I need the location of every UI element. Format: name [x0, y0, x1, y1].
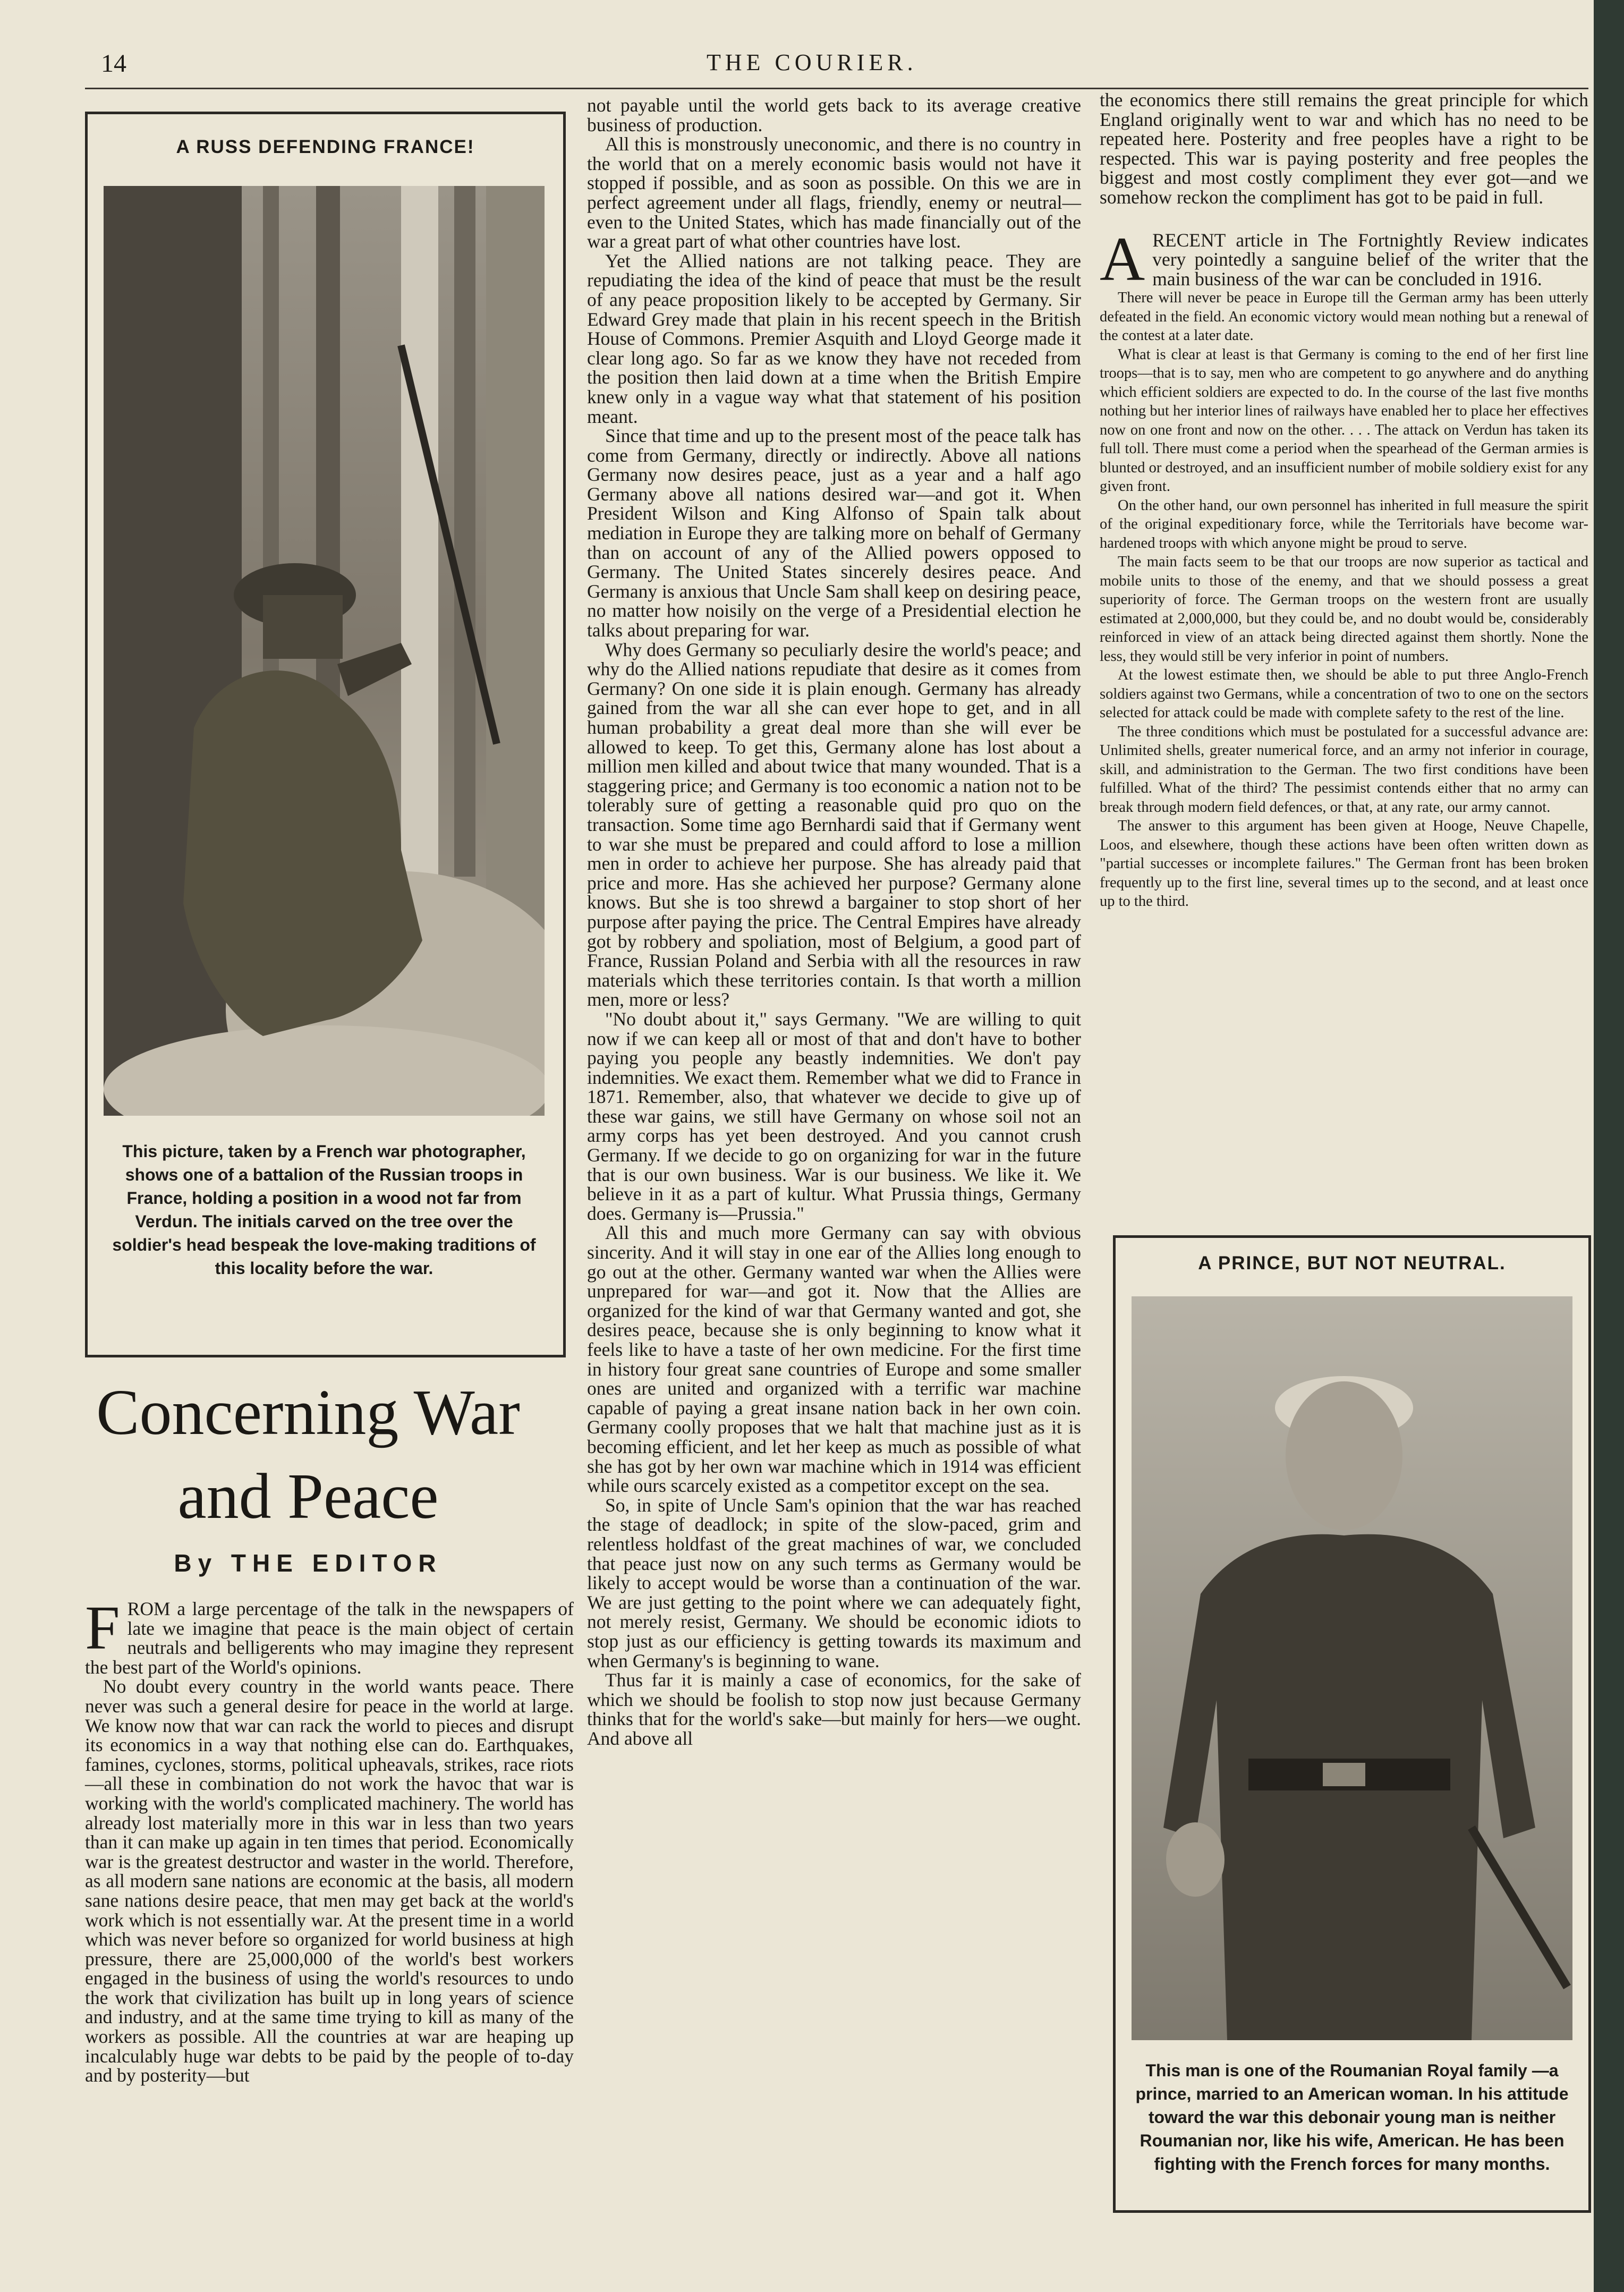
- quote-para: There will never be peace in Europe till the German army has been utterly defeated in the field. An economic victory would mean nothing but a renewal of the contest at a later date.: [1100, 290, 1588, 344]
- quote-para: The three conditions which must be postulated for a successful advance are: Unlimited shells, greater numerical force, and an army not inferior in courage, skill, and administration to the German. The two first conditions have been fulfilled. What of the third? The pessimist contends either that no army can break through modern field defences, or that, at any rate, our army cannot.: [1100, 723, 1588, 816]
- article-para: FROM a large percentage of the talk in the newspapers of late we imagine that peace is the main object of certain neutrals and belligerents who may imagine they represent the best part of the World's opinions.: [85, 1593, 574, 1678]
- article-byline: By THE EDITOR: [174, 1549, 443, 1577]
- officer-photo-svg: [1132, 1296, 1572, 2040]
- russ-photo-caption: This picture, taken by a French war photographer, shows one of a battalion of the Russian troops in France, holding a position in a wood not far from Verdun. The initials carved on the tree over the soldier's head bespeak the love-making traditions of this locality before the war.: [112, 1142, 536, 1278]
- article-para: No doubt every country in the world wants peace. There never was such a general desire for peace in the world at large. We know now that war can rack the world to pieces and disrupt its economics in a way that nothing else can do. Earthquakes, famines, cyclones, storms, political upheavals, strikes, race riots—all these in combination do not work the havoc that war is working with the world's complicated machinery. The world has already lost materially more in this war in less than two years than it can make up again in ten times that period. Economically war is the greatest destructor and waster in the world. Therefore, as all modern sane nations are economic at the basis, all modern sane nations desire peace, that men may get back at the world's work which is not essentially war. At the present time in a world which was never before so organized for world business at high pressure, there are 25,000,000 of the world's best workers engaged in the business of using the world's resources to undo the work that civilization has built up in long years of science and industry, and at the same time trying to kill as many of the workers as possible. All the countries at war are heaping up incalculably huge war debts to be paid by the people of to-day and by posterity—but: [85, 1676, 574, 2086]
- article-para: not payable until the world gets back to its average creative business of production.: [587, 95, 1081, 135]
- soldier-photo-svg: [104, 186, 545, 1116]
- soldier-photo-icon: [104, 186, 545, 1116]
- article-para: Thus far it is mainly a case of economics, for the sake of which we should be foolish to stop now just because Germany thinks that for the world's sake—but mainly for hers—we ought. And above all: [587, 1669, 1081, 1749]
- quote-para: At the lowest estimate then, we should be able to put three Anglo-French soldiers against two Germans, while a concentration of two to one on the sectors selected for attack could be made with complete safety to the rest of the line.: [1100, 667, 1588, 721]
- article-column-1: [85, 1593, 574, 2086]
- box-title: A PRINCE, BUT NOT NEUTRAL.: [1198, 1253, 1506, 1274]
- article-column-2: [587, 96, 1081, 1748]
- quote-para: On the other hand, our own personnel has inherited in full measure the spirit of the original expeditionary force, while the Territorials have become war-hardened troops with which anyone might be proud to serve.: [1100, 497, 1588, 551]
- fortnightly-intro: ARECENT article in The Fortnightly Review indicates very pointedly a sanguine belief of the writer that the main business of the war can be concluded in 1916.: [1100, 224, 1588, 294]
- article-column-3: [1100, 90, 1588, 911]
- article-para: Why does Germany so peculiarly desire the world's peace; and why do the Allied nations repudiate that desire as it comes from Germany? On one side it is plain enough. Germany has already gained from the war all she can ever hope to get, and in all human probability a great deal more than she will ever be allowed to keep. To get this, Germany alone has lost about a million men killed and about twice that many wounded. That is a staggering price; and Germany is too economic a nation not to be tolerably sure of getting a reasonable quid pro quo on the transaction. Some time ago Bernhardi said that if Germany went to war she must be prepared and could afford to lose a million men in order to achieve her purpose. She has already paid that price and more. Has she achieved her purpose? Germany alone knows. But she is too shrewd a bargainer to stop short of her purpose after paying the price. The Central Empires have already got by robbery and spoliation, most of Belgium, a good part of France, Russian Poland and Serbia with all the resources in raw materials which these territories contain. Is that worth a million men, more or less?: [587, 639, 1081, 1011]
- article-para: All this and much more Germany can say with obvious sincerity. And it will stay in one ear of the Allies long enough to go out at the other. Germany wanted war when the Allies were unprepared for war—and got it. Now that the Allies are organized for the kind of war that Germany wanted and got, she desires peace, because she is only beginning to know what it feels like to have a taste of her own medicine. For the first time in history four great sane countries of Europe and some smaller ones are united and organized with a terrific war machine capable of paying a great insane nation back in her own coin. Germany coolly proposes that we halt that machine just as it is becoming efficient, and let her keep as much as possible of what she has got by her own war machine which in 1914 was efficient while ours scarcely existed as a competitor except on the sea.: [587, 1222, 1081, 1497]
- drop-cap: F: [85, 1593, 120, 1662]
- article-para: Yet the Allied nations are not talking peace. They are repudiating the idea of the kind of peace that must be the result of any peace proposition likely to be accepted by Germany. Sir Edward Grey made that plain in his recent speech in the British House of Commons. Premier Asquith and Lloyd George made it clear long ago. So far as we know they have not receded from the position then laid down at a time when the British Empire knew only in a vague way what that statement of his position meant.: [587, 250, 1081, 427]
- article-para: Since that time and up to the present most of the peace talk has come from Germany, directly or indirectly. Above all nations Germany now desires peace, just as a year and a half ago Germany above all nations desired war—and got it. When President Wilson and King Alfonso of Spain talk about mediation in Europe they are talking more on behalf of Germany than on account of any of the Allied powers opposed to Germany. The United States sincerely desires peace. And Germany is anxious that Uncle Sam shall keep on desiring peace, no matter how noisily on the verge of a Presidential election he talks about preparing for war.: [587, 425, 1081, 641]
- drop-cap: A: [1100, 224, 1145, 294]
- article-para: So, in spite of Uncle Sam's opinion that the war has reached the stage of deadlock; in spite of the slow-paced, grim and relentless holdfast of the great machines of war, we concluded that peace just now on any such terms as Germany would be likely to accept would be worse than a continuation of the war. We are just getting to the point where we can adequately fight, not merely resist, Germany. We should be economic idiots to stop just as our efficiency is getting towards its maximum and when Germany's is beginning to wane.: [587, 1494, 1081, 1671]
- quote-para: The main facts seem to be that our troops are now superior as tactical and mobile units to those of the enemy, and that we should possess a great superiority of force. The German troops on the western front are usually estimated at 2,000,000, but they could be, and no doubt would be, considerably reinforced in view of an attack being directed against them shortly. None the less, they would still be very inferior in point of numbers.: [1100, 554, 1588, 665]
- officer-photo-icon: [1132, 1296, 1572, 2040]
- russ-photo-box: [85, 112, 566, 1357]
- quote-para: What is clear at least is that Germany is coming to the end of her first line troops—that is to say, men who are competent to go anywhere and do anything which efficient soldiers are expected to do. In the course of the last five months nothing but her interior lines of railways have enabled her to place her effectives now on one front and now on the other. . . . The attack on Verdun has taken its full toll. There must come a period when the spearhead of the German armies is blunted or destroyed, and an insufficient number of mobile soldiery exist for any given front.: [1100, 346, 1588, 495]
- prince-photo-caption: This man is one of the Roumanian Royal family —a prince, married to an American woman. In his attitude toward the war this debonair young man is neither Roumanian nor, like his wife, American. He has been fighting with the French forces for many months.: [1135, 2061, 1569, 2174]
- article-para: All this is monstrously uneconomic, and there is no country in the world that on a merely economic basis would not have it stopped if possible, and as soon as possible. On this we are in perfect agreement under all flags, friendly, enemy or neutral—even to the United States, which has made financially out of the war a great part of what other countries have lost.: [587, 133, 1081, 252]
- article-title: Concerning War and Peace: [96, 1377, 520, 1532]
- running-head: THE COURIER.: [707, 49, 917, 75]
- fortnightly-quote: [1100, 288, 1588, 911]
- quote-para: The answer to this argument has been given at Hooge, Neuve Chapelle, Loos, and elsewhere, though these actions have been often written down as "partial successes or incomplete failures." The German front has been broken frequently up to the first line, several times up to the second, and at least once up to the third.: [1100, 818, 1588, 910]
- page-number: 14: [101, 49, 126, 78]
- article-para: the economics there still remains the great principle for which England originally went to war and which has no need to be repeated here. Posterity and free peoples have a right to be respected. This war is paying posterity and free peoples the biggest and most costly compliment they ever got—and we somehow reckon the compliment has got to be paid in full.: [1100, 89, 1588, 208]
- prince-photo-box: [1113, 1235, 1591, 2213]
- box-title: A RUSS DEFENDING FRANCE!: [176, 137, 475, 157]
- article-para: "No doubt about it," says Germany. "We are willing to quit now if we can keep all or most of that and don't have to bother paying you people any beastly indemnities. We don't pay indemnities. We exact them. Remember what we did to France in 1871. Remember, also, that whatever we decide to give up of these war gains, we still have Germany on whose soil not an army corps has yet been destroyed. And you cannot crush Germany. If we decide to go on organizing for war in the future that is our own business. War is our business. We like it. We believe in it as a part of kultur. What Prussia things, Germany does. Germany is—Prussia.": [587, 1008, 1081, 1224]
